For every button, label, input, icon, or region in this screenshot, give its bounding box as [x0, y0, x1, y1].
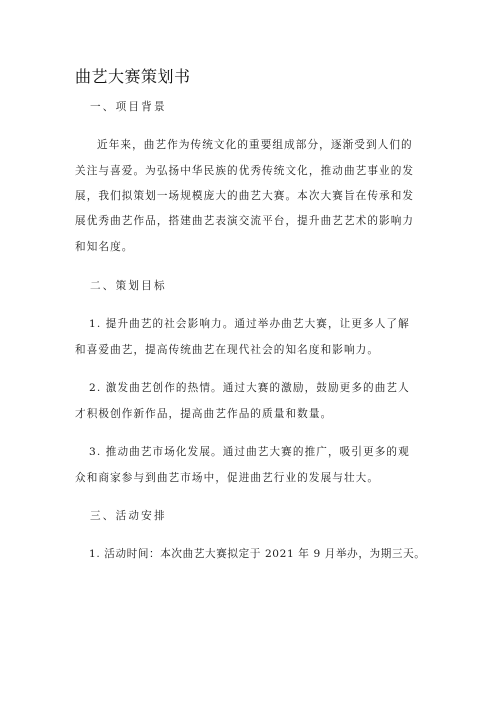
paragraph-line: 才积极创作新作品，提高曲艺作品的质量和数量。: [75, 408, 333, 420]
paragraph-line: 展，我们拟策划一场规模庞大的曲艺大赛。本次大赛旨在传承和发: [75, 190, 415, 202]
paragraph-line: 近年来，曲艺作为传统文化的重要组成部分，逐渐受到人们的: [97, 139, 413, 151]
section-heading: 一、项目背景: [90, 101, 167, 113]
paragraph-line: 1. 提升曲艺的社会影响力。通过举办曲艺大赛，让更多人了解: [89, 318, 410, 330]
section-heading: 二、策划目标: [90, 280, 167, 292]
paragraph-line: 2. 激发曲艺创作的热情。通过大赛的激励，鼓励更多的曲艺人: [89, 382, 410, 394]
paragraph-line: 关注与喜爱。为弘扬中华民族的优秀传统文化，推动曲艺事业的发: [75, 165, 415, 177]
paragraph-line: 和知名度。: [75, 241, 134, 253]
paragraph-line: 和喜爱曲艺，提高传统曲艺在现代社会的知名度和影响力。: [75, 344, 380, 356]
document-title: 曲艺大赛策划书: [75, 67, 191, 86]
paragraph-line: 展优秀曲艺作品，搭建曲艺表演交流平台，提升曲艺艺术的影响力: [75, 215, 415, 227]
paragraph-line: 众和商家参与到曲艺市场中，促进曲艺行业的发展与壮大。: [75, 472, 380, 484]
section-heading: 三、活动安排: [90, 510, 167, 522]
paragraph-line: 3. 推动曲艺市场化发展。通过曲艺大赛的推广，吸引更多的观: [89, 446, 410, 458]
paragraph-line: 1. 活动时间：本次曲艺大赛拟定于 2021 年 9 月举办，为期三天。: [89, 548, 426, 560]
